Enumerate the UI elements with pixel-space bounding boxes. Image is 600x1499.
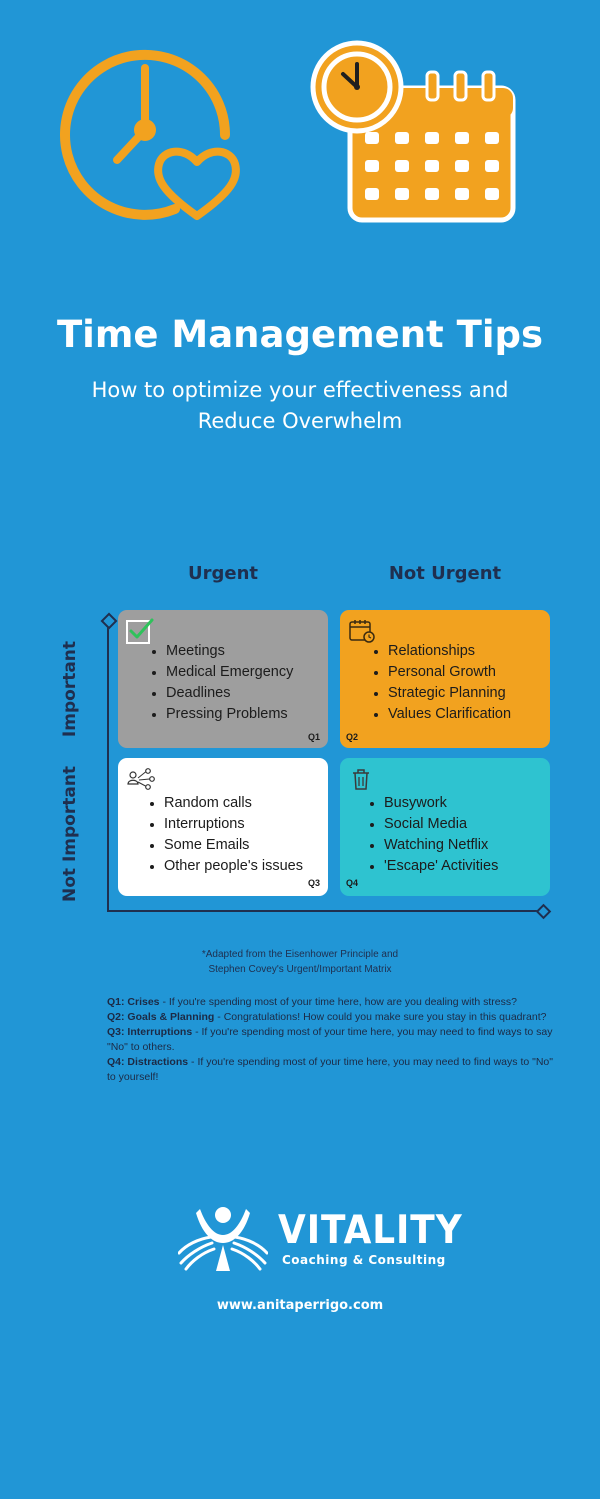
website-link[interactable]: www.anitaperrigo.com [216, 1298, 384, 1313]
quadrant-notes [107, 995, 562, 1085]
brand-name: VITALITY [278, 1208, 463, 1253]
quadrant-q4-list [366, 793, 498, 877]
vertical-axis [107, 622, 109, 912]
page-subtitle: How to optimize your effectiveness and Reduce Overwhelm [91, 378, 509, 433]
list-item: Strategic Planning [370, 683, 511, 704]
list-item: Other people's issues [146, 856, 303, 877]
vitality-figure-logo [178, 1205, 268, 1273]
quadrant-q3 [118, 758, 328, 896]
page-title: Time Management Tips [56, 313, 544, 356]
people-network-icon [126, 766, 156, 792]
quadrant-label: Q1 [307, 732, 320, 742]
note-q4 [107, 1055, 562, 1085]
row-header-not-important: Not Important [60, 765, 80, 902]
list-item: Personal Growth [370, 662, 511, 683]
note-text: - If you're spending most of your time here, how are you dealing with stress? [159, 996, 517, 1008]
footnote [150, 947, 450, 977]
brand-tagline: Coaching & Consulting [282, 1253, 446, 1267]
clock-heart-icon [55, 40, 245, 230]
column-header-not-urgent: Not Urgent [388, 563, 502, 584]
clock-calendar-icon [305, 40, 520, 225]
quadrant-q1-list [148, 641, 293, 725]
list-item: Watching Netflix [366, 835, 498, 856]
list-item: Pressing Problems [148, 704, 293, 725]
list-item: Social Media [366, 814, 498, 835]
note-q2 [107, 1010, 562, 1025]
list-item: Some Emails [146, 835, 303, 856]
row-header-important: Important [60, 640, 80, 738]
quadrant-q4 [340, 758, 550, 896]
quadrant-q2-list [370, 641, 511, 725]
note-heading: Q2: Goals & Planning [107, 1011, 215, 1023]
quadrant-q1 [118, 610, 328, 748]
quadrant-label: Q2 [346, 732, 359, 742]
list-item: Busywork [366, 793, 498, 814]
column-header-urgent: Urgent [187, 563, 258, 584]
note-heading: Q4: Distractions [107, 1056, 189, 1068]
quadrant-q3-list [146, 793, 303, 877]
list-item: Interruptions [146, 814, 303, 835]
note-text: - If you're spending most of your time here, you may need to find ways to say "No" to others. [107, 1026, 553, 1053]
axis-arrow-right-icon [536, 904, 552, 920]
quadrant-label: Q3 [307, 878, 320, 888]
quadrant-label: Q4 [346, 878, 359, 888]
note-heading: Q3: Interruptions [107, 1026, 193, 1038]
list-item: Deadlines [148, 683, 293, 704]
footnote-line: *Adapted from the Eisenhower Principle and [201, 949, 399, 960]
list-item: Medical Emergency [148, 662, 293, 683]
trash-icon [348, 766, 374, 792]
note-text: - If you're spending most of your time here, you may need to find ways to "No" to yourself! [107, 1056, 553, 1083]
horizontal-axis [107, 910, 543, 912]
note-text: - Congratulations! How could you make sure you stay in this quadrant? [214, 1011, 547, 1023]
note-heading: Q1: Crises [107, 996, 160, 1008]
axis-arrow-up-icon [101, 613, 118, 630]
list-item: 'Escape' Activities [366, 856, 498, 877]
list-item: Values Clarification [370, 704, 511, 725]
note-q3 [107, 1025, 562, 1055]
note-q1 [107, 995, 562, 1010]
footnote-line: Stephen Covey's Urgent/Important Matrix [208, 964, 392, 975]
list-item: Meetings [148, 641, 293, 662]
list-item: Relationships [370, 641, 511, 662]
list-item: Random calls [146, 793, 303, 814]
quadrant-q2 [340, 610, 550, 748]
